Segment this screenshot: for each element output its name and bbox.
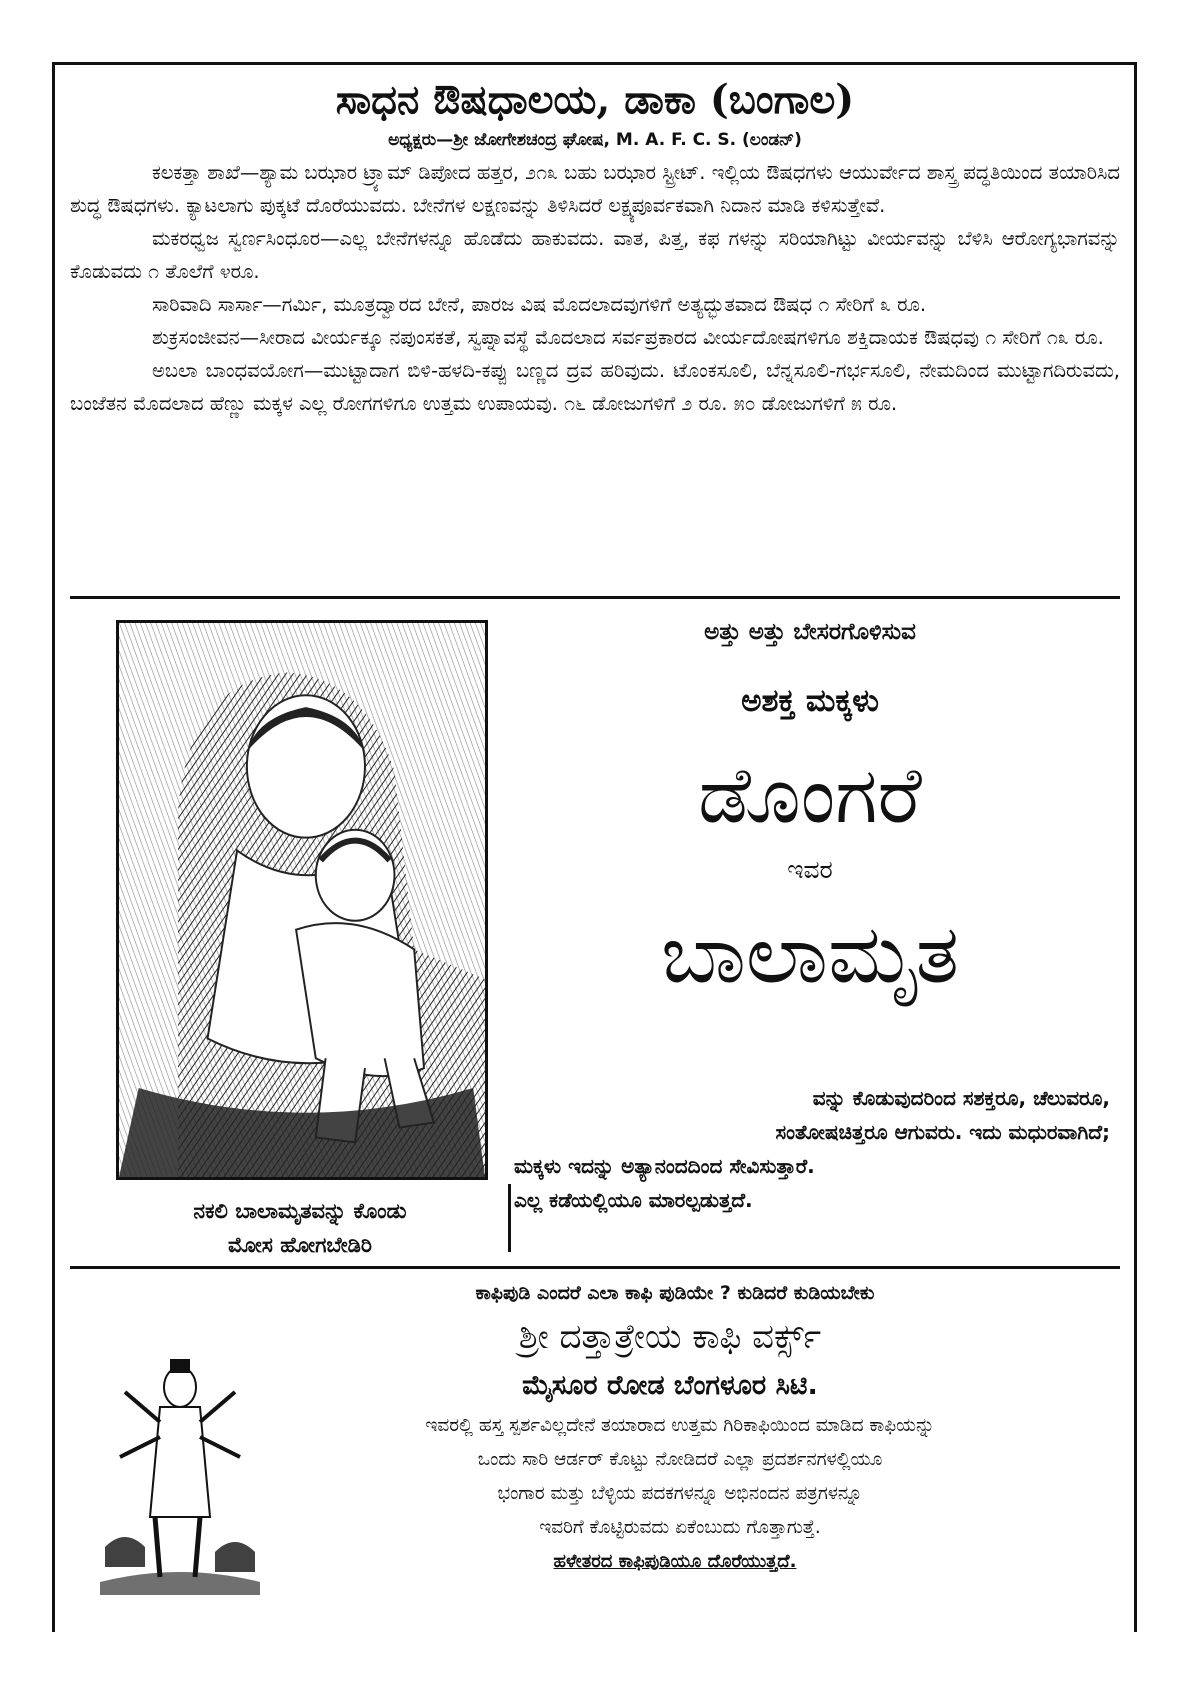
coffee-body-line: ಒಂದು ಸಾರಿ ಆರ್ಡರ್ ಕೊಟ್ಟು ನೋಡಿದರೆ ಎಲ್ಲಾ ಪ್ರದರ್ಶನಗಳಲ್ಲಿಯೂ [477,1449,883,1470]
balamrita-headline [510,606,1110,1008]
brand-suffix: ಇವರ [787,855,833,884]
caption-line: ಮೋಸ ಹೋಗಬೇಡಿರಿ [228,1233,372,1257]
coffee-title: ಶ್ರೀ ದತ್ತಾತ್ರೇಯ ಕಾಫಿ ವರ್ಕ್ಸ್ [518,1317,822,1357]
coffee-top-line: ಕಾಫಿಪುಡಿ ಎಂದರೆ ಎಲಾ ಕಾಫಿ ಪುಡಿಯೇ ? ಕುಡಿದರೆ ಕುಡಿಯಬೇಕು [475,1282,875,1304]
sadhana-ad [70,72,1120,420]
coffee-works-ad [70,1275,1120,1635]
sadhana-paragraph: ಮಕರಧ್ವಜ ಸ್ವರ್ಣಸಿಂಧೂರ—ಎಲ್ಲ ಬೇನೆಗಳನ್ನೂ ಹೊಡೆದು ಹಾಕುವದು. ವಾತ, ಪಿತ್ತ, ಕಫ ಗಳನ್ನು ಸರಿಯಾಗಿಟ್ಟು ವೀರ್ಯವನ್ನು ಬೆಳಿಸಿ ಆರೋಗ್ಯಭಾಗವನ್ನು ಕೊಡುವದು ೧ ತೊಲೆಗೆ ೪ರೂ. [70,227,1120,283]
product-name: ಬಾಲಾಮೃತ [660,907,960,1002]
dattatreya-illustration [100,1347,260,1595]
description-line: ಎಲ್ಲ ಕಡೆಯಲ್ಲಿಯೂ ಮಾರಲ್ಪಡುತ್ತದೆ. [514,1188,753,1212]
coffee-address: ಮೈಸೂರ ರೋಡ ಬೆಂಗಳೂರ ಸಿಟಿ. [522,1370,818,1401]
description-line: ವನ್ನು ಕೊಡುವುದರಿಂದ ಸಶಕ್ತರೂ, ಚೆಲುವರೂ, [812,1086,1110,1110]
coffee-footer-text: ಹಳೇತರದ ಕಾಫಿಪುಡಿಯೂ ದೊರೆಯುತ್ತದೆ. [553,1551,797,1572]
caption-separator [508,1184,511,1252]
coffee-body-line: ಭಂಗಾರ ಮತ್ತು ಬೆಳ್ಳಿಯ ಪದಕಗಳನ್ನೂ ಅಭಿನಂದನ ಪತ್ರಗಳನ್ನೂ [497,1483,863,1504]
illustration-caption [100,1194,500,1262]
coffee-body-line: ಇವರಲ್ಲಿ ಹಸ್ತ ಸ್ಪರ್ಶವಿಲ್ಲದೇನೆ ತಯಾರಾದ ಉತ್ತಮ ಗಿರಿಕಾಫಿಯಿಂದ ಮಾಡಿದ ಕಾಫಿಯನ್ನು [425,1415,935,1436]
sadhana-paragraph: ಕಲಕತ್ತಾ ಶಾಖೆ—ಶ್ಯಾಮ ಬಝಾರ ಟ್ರ್ಯಾಮ್ ಡಿಪೋದ ಹತ್ತರ, ೨೧೩ ಬಹು ಬಝಾರ ಸ್ಟ್ರೀಟ್. ಇಲ್ಲಿಯ ಔಷಧಗಳು ಆಯುರ್ವೇದ ಶಾಸ್ತ್ರ ಪದ್ಧತಿಯಿಂದ ತಯಾರಿಸಿದ ಶುದ್ಧ ಔಷಧಗಳು. ಕ್ಯಾಟಲಾಗು ಪುಕ್ಕಟೆ ದೊರೆಯುವದು. ಬೇನೆಗಳ ಲಕ್ಷಣವನ್ನು ತಿಳಿಸಿದರೆ ಲಕ್ಷ್ಯಪೂರ್ವಕವಾಗಿ ನಿದಾನ ಮಾಡಿ ಕಳಿಸುತ್ತೇವೆ. [70,161,1120,217]
brand-name: ಡೊಂಗರೆ [698,751,922,841]
caption-line: ನಕಲಿ ಬಾಲಾಮೃತವನ್ನು ಕೊಂಡು [193,1199,407,1223]
tagline-2: ಅಶಕ್ತ ಮಕ್ಕಳು [741,683,879,719]
description-line: ಸಂತೋಷಚಿತ್ತರೂ ಆಗುವರು. ಇದು ಮಧುರವಾಗಿದೆ; [775,1120,1110,1144]
sadhana-paragraph: ಶುಕ್ರಸಂಜೀವನ—ಸೀರಾದ ವೀರ್ಯಕ್ಕೂ ನಪುಂಸಕತೆ, ಸ್ವಪ್ನಾವಸ್ಥೆ ಮೊದಲಾದ ಸರ್ವಪ್ರಕಾರದ ವೀರ್ಯದೋಷಗಳಿಗೂ ಶಕ್ತಿದಾಯಕ ಔಷಧವು ೧ ಸೇರಿಗೆ ೧೩ ರೂ. [152,326,1104,349]
sadhana-paragraph: ಸಾರಿವಾದಿ ಸಾರ್ಸಾ—ಗರ್ಮಿ, ಮೂತ್ರದ್ವಾರದ ಬೇನೆ, ಪಾರಜ ವಿಷ ಮೊದಲಾದವುಗಳಿಗೆ ಅತ್ಯದ್ಭುತವಾದ ಔಷಧ ೧ ಸೇರಿಗೆ ೩ ರೂ. [152,293,927,316]
section-divider [70,1266,1120,1269]
section-divider [70,596,1120,599]
sadhana-title: ಸಾಧನ ಔಷಧಾಲಯ, ಡಾಕಾ (ಬಂಗಾಲ) [335,76,855,123]
balamrita-ad [70,606,1120,1256]
sadhana-paragraph: ಅಬಲಾ ಬಾಂಧವಯೋಗ—ಮುಟ್ಟಾದಾಗ ಬಿಳಿ-ಹಳದಿ-ಕಪ್ಪು ಬಣ್ಣದ ದ್ರವ ಹರಿವುದು. ಟೊಂಕಸೂಲಿ, ಬೆನ್ನಸೂಲಿ-ಗರ್ಭಸೂಲಿ, ನೇಮದಿಂದ ಮುಟ್ಟಾಗದಿರುವದು, ಬಂಜೆತನ ಮೊದಲಾದ ಹೆಣ್ಣು ಮಕ್ಕಳ ಎಲ್ಲ ರೋಗಗಳಿಗೂ ಉತ್ತಮ ಉಪಾಯವು. ೧೬ ಡೋಜುಗಳಿಗೆ ೨ ರೂ. ೫೦ ಡೋಜುಗಳಿಗೆ ೫ ರೂ. [70,359,1120,415]
sadhana-subtitle: ಅಧ್ಯಕ್ಷರು—ಶ್ರೀ ಜೋಗೇಶಚಂದ್ರ ಘೋಷ, M. A. F. C. S. (ಲಂಡನ್) [388,130,802,150]
product-description [514,1081,1110,1217]
tagline-1: ಅತ್ತು ಅತ್ತು ಬೇಸರಗೊಳಿಸುವ [704,619,916,645]
coffee-body-line: ಇವರಿಗೆ ಕೊಟ್ಟಿರುವದು ಏಕೆಂಬುದು ಗೊತ್ತಾಗುತ್ತೆ. [539,1517,821,1538]
mother-child-illustration [116,620,488,1180]
description-line: ಮಕ್ಕಳು ಇದನ್ನು ಅತ್ಯಾನಂದದಿಂದ ಸೇವಿಸುತ್ತಾರೆ. [514,1154,815,1178]
